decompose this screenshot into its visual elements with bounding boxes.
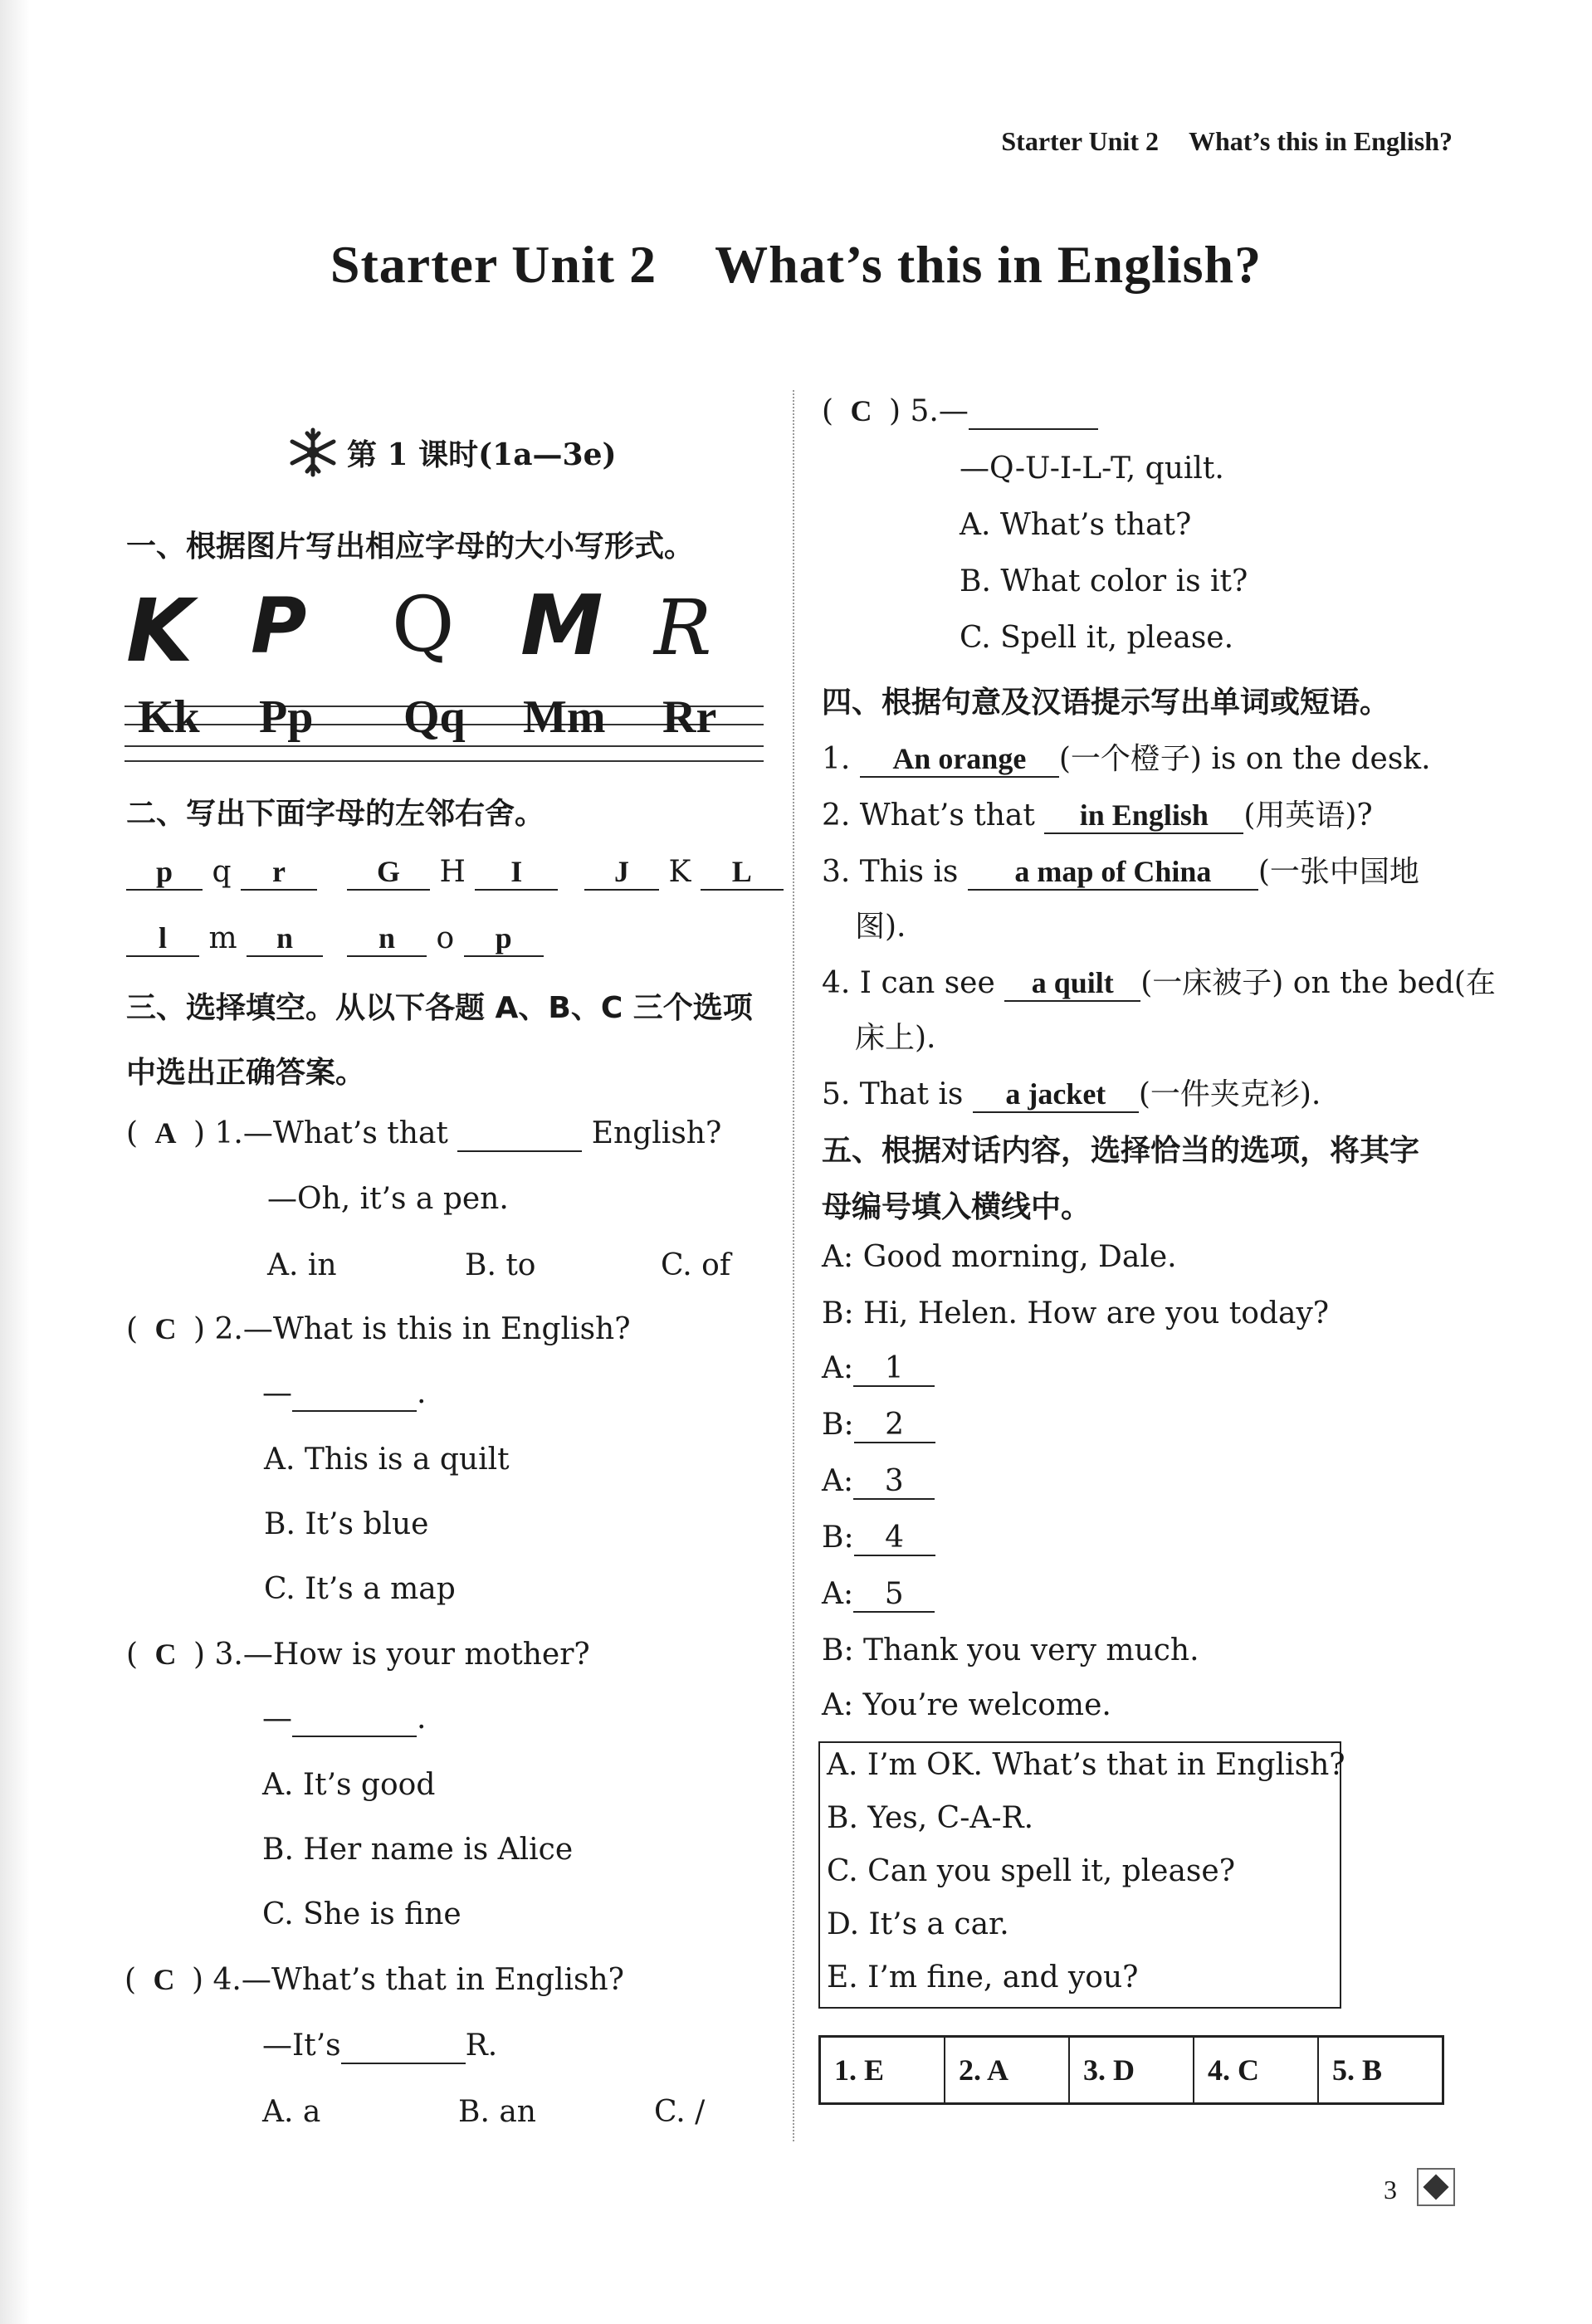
given-letter: q [212, 855, 232, 889]
given-letter: K [668, 855, 691, 889]
dialog-blank-1: A: 1 [822, 1351, 935, 1387]
question-stem: —What is this in English? [242, 1312, 631, 1346]
answer-blank: J [584, 855, 659, 891]
guide-line-4 [125, 760, 764, 762]
option-line: A. I’m OK. What’s that in English? [827, 1748, 1345, 1782]
answer-blank: p [126, 855, 203, 891]
section3-heading-line2: 中选出正确答案。 [126, 1056, 366, 1090]
answer-blank: L [701, 855, 784, 891]
answer-blank: a map of China [968, 855, 1258, 891]
neighbor-group [126, 855, 317, 891]
question-5: ( C ) 5.— [822, 393, 1098, 430]
answer-blank: a jacket [973, 1077, 1139, 1113]
option-b: B. Her name is Alice [262, 1833, 574, 1867]
option-a: A. in [267, 1248, 337, 1282]
answer-blank: G [347, 855, 430, 891]
question-4: ( C ) 4.—What’s that in English? [125, 1963, 624, 1997]
question-reply: —Oh, it’s a pen. [267, 1182, 509, 1216]
given-letter: m [208, 921, 237, 955]
option-b: B. What color is it? [960, 564, 1248, 598]
dialog-line: A: Good morning, Dale. [822, 1240, 1177, 1274]
option-c: C. Spell it, please. [960, 621, 1234, 655]
question-answer: C [153, 1963, 175, 1996]
option-line: E. I’m fine, and you? [827, 1960, 1139, 1994]
question-number: 5. [910, 394, 939, 428]
page-title [0, 234, 1592, 295]
picture-letter-p: P [251, 582, 307, 671]
column-divider [793, 390, 794, 2141]
option-b: B. an [458, 2095, 536, 2129]
page-number: 3 [1384, 2175, 1397, 2204]
neighbor-group [347, 921, 544, 957]
answer-cell: 4. C [1194, 2038, 1319, 2102]
option-a: A. a [262, 2095, 321, 2129]
answer-blank: in English [1044, 798, 1243, 834]
guide-line-3 [125, 745, 764, 747]
fill-item-3: 3. This is a map of China (一张中国地 [822, 848, 1419, 891]
question-reply: —It’s R. [262, 2029, 497, 2064]
question-2: ( C ) 2.—What is this in English? [126, 1312, 631, 1346]
options-box [818, 1741, 1345, 2009]
option-a: A. It’s good [262, 1768, 436, 1802]
question-answer: C [154, 1638, 177, 1671]
question-3: ( C ) 3.—How is your mother? [126, 1638, 590, 1672]
diamond-icon [1417, 2168, 1455, 2206]
answer-blank: n [347, 921, 427, 957]
dialog-line: B: Thank you very much. [822, 1633, 1199, 1667]
letter-answer-mm: Mm [523, 691, 606, 743]
picture-letter-r: R [654, 583, 712, 672]
option-a: A. This is a quilt [264, 1443, 510, 1477]
option-b: B. It’s blue [264, 1507, 429, 1541]
section3-heading-line1: 三、选择填空。从以下各题 A、B、C 三个选项 [126, 991, 753, 1025]
question-number: 4. [212, 1963, 242, 1997]
option-c: C. She is fine [262, 1897, 461, 1931]
question-stem: —What’s that in English? [241, 1963, 624, 1997]
dialog-line: A: You’re welcome. [822, 1688, 1111, 1722]
option-line: C. Can you spell it, please? [827, 1854, 1235, 1888]
answer-blank: p [464, 921, 544, 957]
question-reply: — . [262, 1376, 426, 1412]
section5-heading-line2: 母编号填入横线中。 [822, 1190, 1091, 1224]
letter-answer-kk: Kk [138, 691, 200, 743]
answer-blank: l [126, 921, 199, 957]
section4-heading: 四、根据句意及汉语提示写出单词或短语。 [822, 686, 1390, 720]
question-reply: — . [262, 1702, 426, 1737]
given-letter: o [436, 921, 455, 955]
neighbor-group [584, 855, 784, 891]
fill-item-2: 2. What’s that in English (用英语)? [822, 792, 1373, 834]
dialog-blank-3: A: 3 [822, 1464, 935, 1500]
question-answer: C [850, 394, 872, 427]
letter-answer-pp: Pp [259, 691, 314, 743]
option-line: B. Yes, C-A-R. [827, 1801, 1034, 1835]
option-a: A. What’s that? [960, 508, 1192, 542]
snowflake-icon [284, 423, 342, 481]
answer-table [818, 2035, 1444, 2105]
picture-letter-m: M [520, 577, 603, 674]
neighbor-group [126, 921, 323, 957]
question-number: 2. [214, 1312, 243, 1346]
question-1: ( A ) 1.—What’s that English? [126, 1116, 721, 1152]
dialog-blank-2: B: 2 [822, 1408, 935, 1443]
answer-blank: n [247, 921, 323, 957]
question-reply: —Q-U-I-L-T, quilt. [960, 452, 1224, 486]
page-edge-shadow [0, 0, 30, 2324]
fill-item-3-continued: 图). [855, 910, 906, 944]
neighbor-group [347, 855, 558, 891]
section1-heading: 一、根据图片写出相应字母的大小写形式。 [126, 530, 695, 564]
picture-letter-q: Q [392, 580, 455, 669]
answer-cell: 1. E [821, 2038, 945, 2102]
option-b: B. to [465, 1248, 536, 1282]
answer-cell: 3. D [1070, 2038, 1194, 2102]
title-topic: What’s this in English? [715, 235, 1262, 294]
question-stem: —How is your mother? [242, 1638, 590, 1672]
answer-cell: 5. B [1332, 2053, 1383, 2087]
question-number: 3. [214, 1638, 243, 1672]
letter-pictures [126, 577, 757, 681]
title-unit: Starter Unit 2 [330, 235, 657, 294]
option-c: C. of [661, 1248, 731, 1282]
answer-blank: I [475, 855, 558, 891]
option-c: C. / [654, 2095, 706, 2129]
question-answer: C [154, 1312, 177, 1345]
running-header-unit: Starter Unit 2 [1001, 126, 1159, 156]
answer-blank: An orange [860, 742, 1059, 778]
option-c: C. It’s a map [264, 1572, 456, 1606]
fill-item-1: 1. An orange (一个橙子) is on the desk. [822, 735, 1431, 778]
letter-answer-qq: Qq [403, 691, 466, 743]
fill-item-4: 4. I can see a quilt (一床被子) on the bed(在 [822, 959, 1496, 1002]
dialog-blank-4: B: 4 [822, 1521, 935, 1556]
lesson-label [284, 423, 617, 481]
dialog-line: B: Hi, Helen. How are you today? [822, 1296, 1330, 1330]
fill-item-5: 5. That is a jacket (一件夹克衫). [822, 1071, 1321, 1113]
letter-answer-rr: Rr [662, 691, 717, 743]
answer-cell: 2. A [945, 2038, 1070, 2102]
given-letter: H [439, 855, 466, 889]
section2-heading: 二、写出下面字母的左邻右舍。 [126, 797, 545, 831]
dialog-blank-5: A: 5 [822, 1577, 935, 1613]
option-line: D. It’s a car. [827, 1907, 1009, 1941]
section5-heading-line1: 五、根据对话内容，选择恰当的选项，将其字 [822, 1134, 1420, 1168]
question-stem: —What’s that [242, 1116, 448, 1150]
lesson-label-text: 第 1 课时(1a—3e) [347, 437, 617, 472]
answer-blank: a quilt [1004, 966, 1140, 1002]
fill-item-4-continued: 床上). [855, 1021, 936, 1055]
question-stem-end: English? [591, 1116, 722, 1150]
picture-letter-k: K [126, 580, 193, 681]
question-number: 1. [214, 1116, 243, 1150]
running-header-topic: What’s this in English? [1188, 126, 1453, 156]
question-answer: A [154, 1116, 177, 1150]
answer-blank: r [241, 855, 317, 891]
running-header [1001, 126, 1453, 157]
